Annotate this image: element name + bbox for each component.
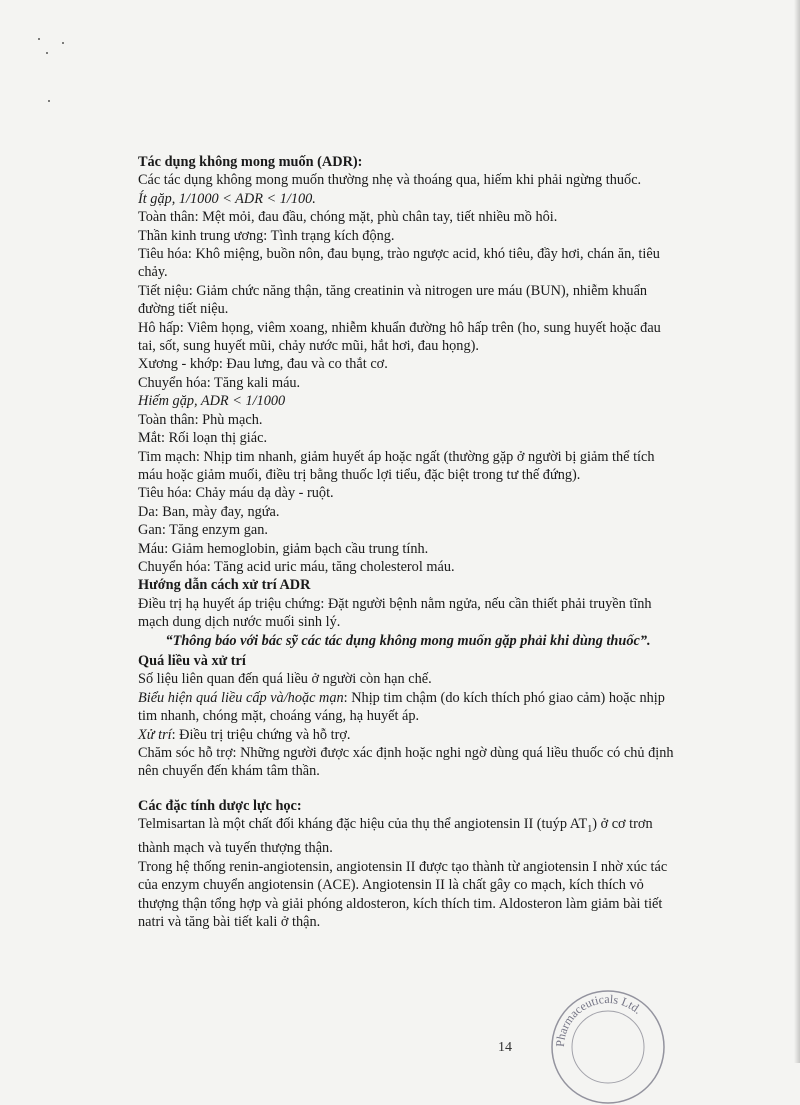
adr-intro: Các tác dụng không mong muốn thường nhẹ và thoáng qua, hiếm khi phải ngừng thuốc. xyxy=(138,172,642,189)
page-number: 14 xyxy=(498,1040,512,1055)
adr-item: Toàn thân: Phù mạch. xyxy=(138,411,263,428)
doctor-notice: “Thông báo với bác sỹ các tác dụng không mong muốn gặp phải khi dùng thuốc”. xyxy=(165,632,651,649)
scan-speck xyxy=(38,38,40,40)
pharmacodynamics-heading: Các đặc tính dược lực học: xyxy=(138,797,302,814)
adr-item: Tiết niệu: Giảm chức năng thận, tăng creatinin và nitrogen ure máu (BUN), nhiễm khuẩn đường tiết niệu. xyxy=(138,282,648,318)
scan-speck xyxy=(48,100,50,102)
adr-item: Máu: Giảm hemoglobin, giảm bạch cầu trung tính. xyxy=(138,540,429,557)
overdose-support: Chăm sóc hỗ trợ: Những người được xác định hoặc nghi ngờ dùng quá liều thuốc có chủ định nên chuyển đến khám tâm thần. xyxy=(138,745,674,780)
overdose-symptoms xyxy=(138,689,678,726)
pharmacodynamics-p1 xyxy=(138,815,678,858)
adr-item: Xương - khớp: Đau lưng, đau và co thắt cơ. xyxy=(138,356,388,373)
overdose-line: Số liệu liên quan đến quá liều ở người còn hạn chế. xyxy=(138,671,432,688)
section-gap xyxy=(138,781,678,797)
overdose-treatment-label: Xử trí xyxy=(138,726,172,743)
scan-edge-shadow xyxy=(794,0,800,1063)
p1-part-b: ) ở cơ trơn thành mạch và tuyến thượng thận. xyxy=(138,816,653,857)
pharmacodynamics-p2: Trong hệ thống renin-angiotensin, angiotensin II được tạo thành từ angiotensin I nhờ xúc tác của enzym chuyển angiotensin (ACE). Angiotensin II là chất gây co mạch, kích thích vỏ thượng thận tổng hợp và giải phóng aldosteron, kích thích tim. Aldosteron làm giảm bài tiết natri và tăng bài tiết kali ở thận. xyxy=(138,858,668,931)
scan-speck xyxy=(62,42,64,44)
overdose-symptoms-text: : Nhịp tim chậm (do kích thích phó giao cảm) hoặc nhịp tim nhanh, chóng mặt, choáng váng, hạ huyết áp. xyxy=(138,689,665,725)
handling-text: Điều trị hạ huyết áp triệu chứng: Đặt người bệnh nằm ngửa, nếu cần thiết phải truyền tĩnh mạch dung dịch nước muối sinh lý. xyxy=(138,595,652,631)
adr-item: Mắt: Rối loạn thị giác. xyxy=(138,430,268,447)
document-body xyxy=(138,153,678,932)
adr-item: Tiêu hóa: Khô miệng, buồn nôn, đau bụng, trào ngược acid, khó tiêu, đầy hơi, chán ăn, tiêu chảy. xyxy=(138,246,660,281)
overdose-treatment xyxy=(138,726,678,744)
overdose-heading: Quá liều và xử trí xyxy=(138,652,246,669)
adr-common-label: Ít gặp, 1/1000 < ADR < 1/100. xyxy=(138,190,316,207)
adr-item: Thần kinh trung ương: Tình trạng kích động. xyxy=(138,227,395,244)
adr-item: Chuyển hóa: Tăng acid uric máu, tăng cholesterol máu. xyxy=(138,558,455,575)
stamp-text: Pharmaceuticals Ltd. xyxy=(552,991,645,1048)
overdose-treatment-text: : Điều trị triệu chứng và hỗ trợ. xyxy=(171,726,351,743)
company-stamp xyxy=(548,985,668,1105)
scan-speck xyxy=(46,52,48,54)
p1-subscript: 1 xyxy=(587,824,593,836)
adr-item: Tiêu hóa: Chảy máu dạ dày - ruột. xyxy=(138,485,334,502)
overdose-symptoms-label: Biểu hiện quá liều cấp và/hoặc mạn xyxy=(138,689,344,706)
adr-item: Da: Ban, mày đay, ngứa. xyxy=(138,503,280,520)
adr-item: Gan: Tăng enzym gan. xyxy=(138,522,268,539)
p1-part-a: Telmisartan là một chất đối kháng đặc hiệu của thụ thể angiotensin II (tuýp AT xyxy=(138,816,588,833)
handling-heading: Hướng dẫn cách xử trí ADR xyxy=(138,577,311,594)
adr-item: Tim mạch: Nhịp tim nhanh, giảm huyết áp hoặc ngất (thường gặp ở người bị giảm thể tích máu hoặc giảm muối, điều trị bằng thuốc lợi tiểu, đặc biệt trong tư thế đứng). xyxy=(138,448,655,483)
adr-rare-label: Hiếm gặp, ADR < 1/1000 xyxy=(138,393,286,410)
adr-item: Chuyển hóa: Tăng kali máu. xyxy=(138,374,301,391)
adr-heading: Tác dụng không mong muốn (ADR): xyxy=(138,154,363,170)
adr-item: Toàn thân: Mệt mỏi, đau đầu, chóng mặt, phù chân tay, tiết nhiều mồ hôi. xyxy=(138,209,558,226)
adr-item: Hô hấp: Viêm họng, viêm xoang, nhiễm khuẩn đường hô hấp trên (ho, sung huyết hoặc đau tai, sốt, sung huyết mũi, chảy nước mũi, hắt hơi, đau họng). xyxy=(138,319,661,355)
